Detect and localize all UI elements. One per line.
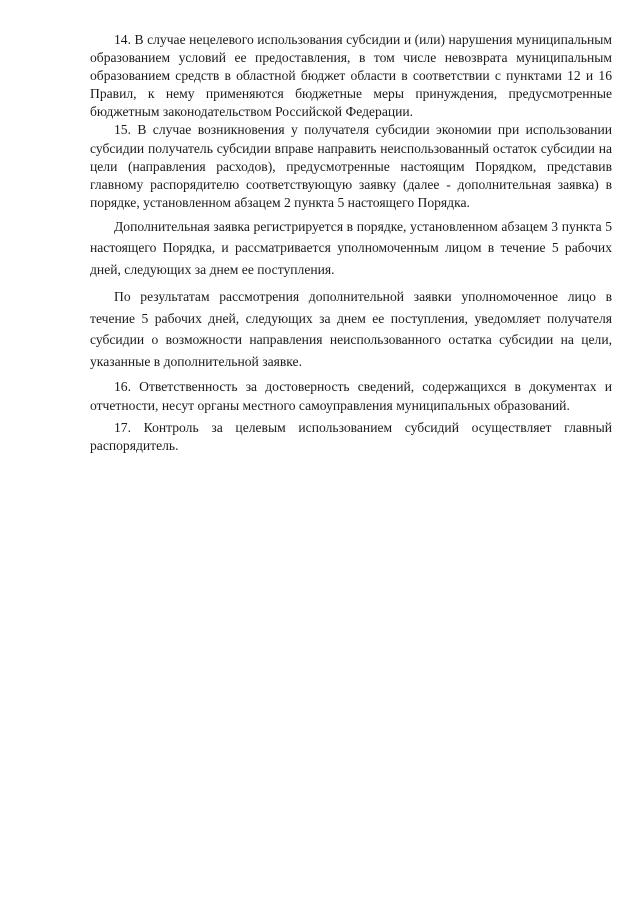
paragraph-15-additional-application: Дополнительная заявка регистрируется в порядке, установленном абзацем 3 пункта 5 настоящего Порядка, и рассматривается уполномоченным лицом в течение 5 рабочих дней, следующих за днем ее поступления.	[90, 218, 612, 277]
paragraph-15: 15. В случае возникновения у получателя субсидии экономии при использовании субсидии получатель субсидии вправе направить неиспользованный остаток субсидии на цели (направления расходов), предусмотренные настоящим Порядком, представив главному распорядителю соответствующую заявку (далее - дополнительная заявка) в порядке, установленном абзацем 2 пункта 5 настоящего Порядка.	[90, 122, 612, 210]
paragraph-15-review-results: По результатам рассмотрения дополнительной заявки уполномоченное лицо в течение 5 рабочих дней, следующих за днем ее поступления, уведомляет получателя субсидии о возможности направления неиспользованного остатка субсидии на цели, указанные в дополнительной заявке.	[90, 289, 612, 369]
paragraph-16: 16. Ответственность за достоверность сведений, содержащихся в документах и отчетности, несут органы местного самоуправления муниципальных образований.	[90, 379, 612, 413]
document-page	[90, 31, 612, 455]
paragraph-17: 17. Контроль за целевым использованием субсидий осуществляет главный распорядитель.	[90, 419, 612, 453]
paragraph-14: 14. В случае нецелевого использования субсидии и (или) нарушения муниципальным образованием условий ее предоставления, в том числе невозврата муниципальным образованием средств в областной бюджет области в соответствии с пунктами 12 и 16 Правил, к нему применяются бюджетные меры принуждения, предусмотренные бюджетным законодательством Российской Федерации.	[90, 32, 612, 120]
